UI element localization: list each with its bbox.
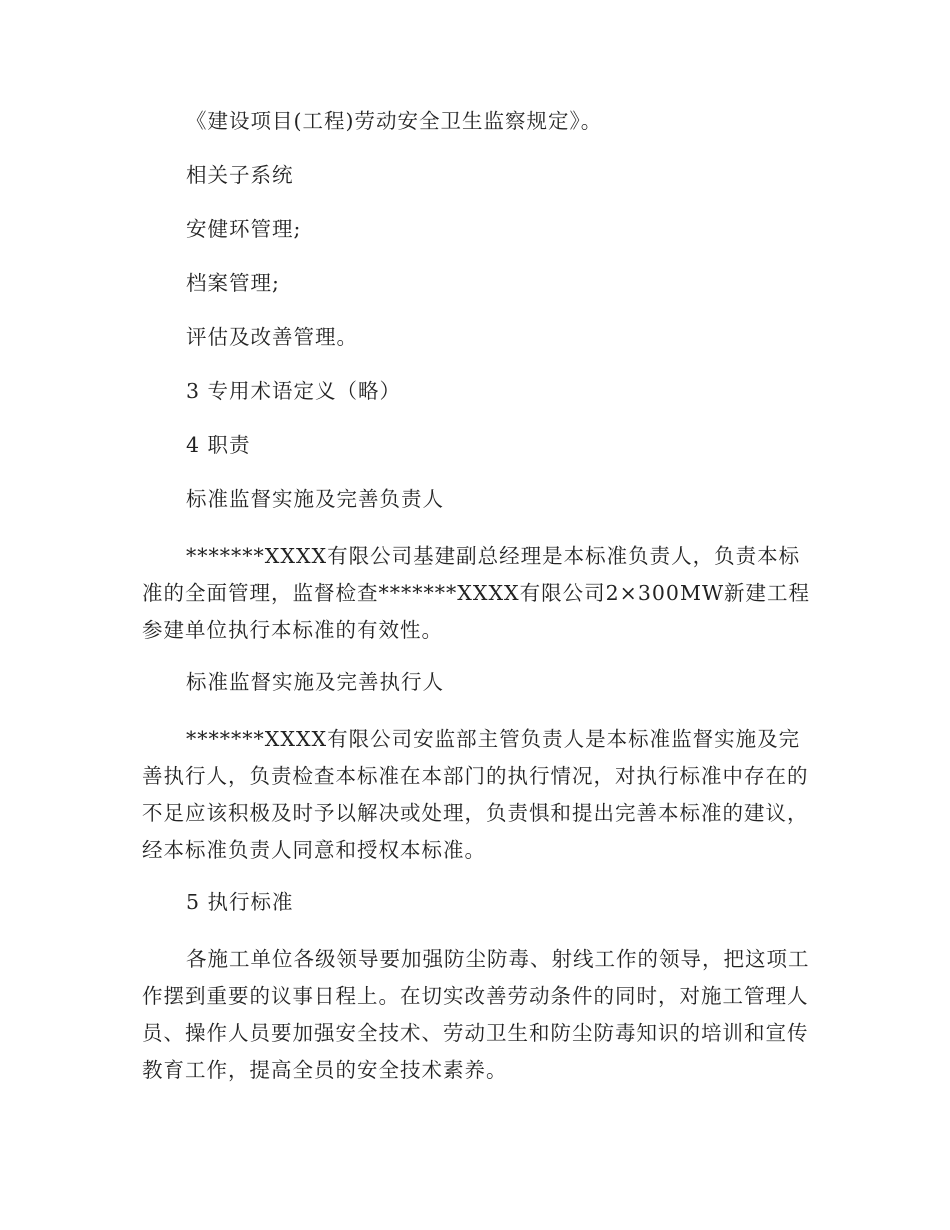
section-heading-3-terms: 3 专用术语定义（略）: [186, 379, 402, 403]
paragraph-ehs-management: 安健环管理;: [186, 217, 302, 241]
paragraph-responsible-person-body: *******XXXX有限公司基建副总经理是本标准负责人，负责本标准的全面管理，监督检查*******XXXX有限公司2×300MW新建工程参建单位执行本标准的有效性。: [142, 544, 811, 642]
section-heading-4-duties: 4 职责: [186, 433, 251, 457]
paragraph-executor-body: *******XXXX有限公司安监部主管负责人是本标准监督实施及完善执行人，负责检查本标准在本部门的执行情况，对执行标准中存在的不足应该积极及时予以解决或处理，负责惧和提出完善本标准的建议，经本标准负责人同意和授权本标准。: [142, 727, 809, 862]
subheading-responsible-person: 标准监督实施及完善负责人: [186, 487, 444, 511]
document-body: [142, 106, 812, 1107]
section-heading-5-standard: 5 执行标准: [186, 890, 294, 914]
paragraph-archive-management: 档案管理;: [186, 271, 280, 295]
paragraph-related-subsystems: 相关子系统: [186, 163, 294, 187]
paragraph-regulation-title: 《建设项目(工程)劳动安全卫生监察规定》。: [186, 109, 603, 133]
paragraph-evaluation-management: 评估及改善管理。: [186, 325, 358, 349]
subheading-executor: 标准监督实施及完善执行人: [186, 670, 444, 694]
paragraph-standard-body: 各施工单位各级领导要加强防尘防毒、射线工作的领导，把这项工作摆到重要的议事日程上。在切实改善劳动条件的同时，对施工管理人员、操作人员要加强安全技术、劳动卫生和防尘防毒知识的培训和宣传教育工作，提高全员的安全技术素养。: [142, 947, 810, 1082]
